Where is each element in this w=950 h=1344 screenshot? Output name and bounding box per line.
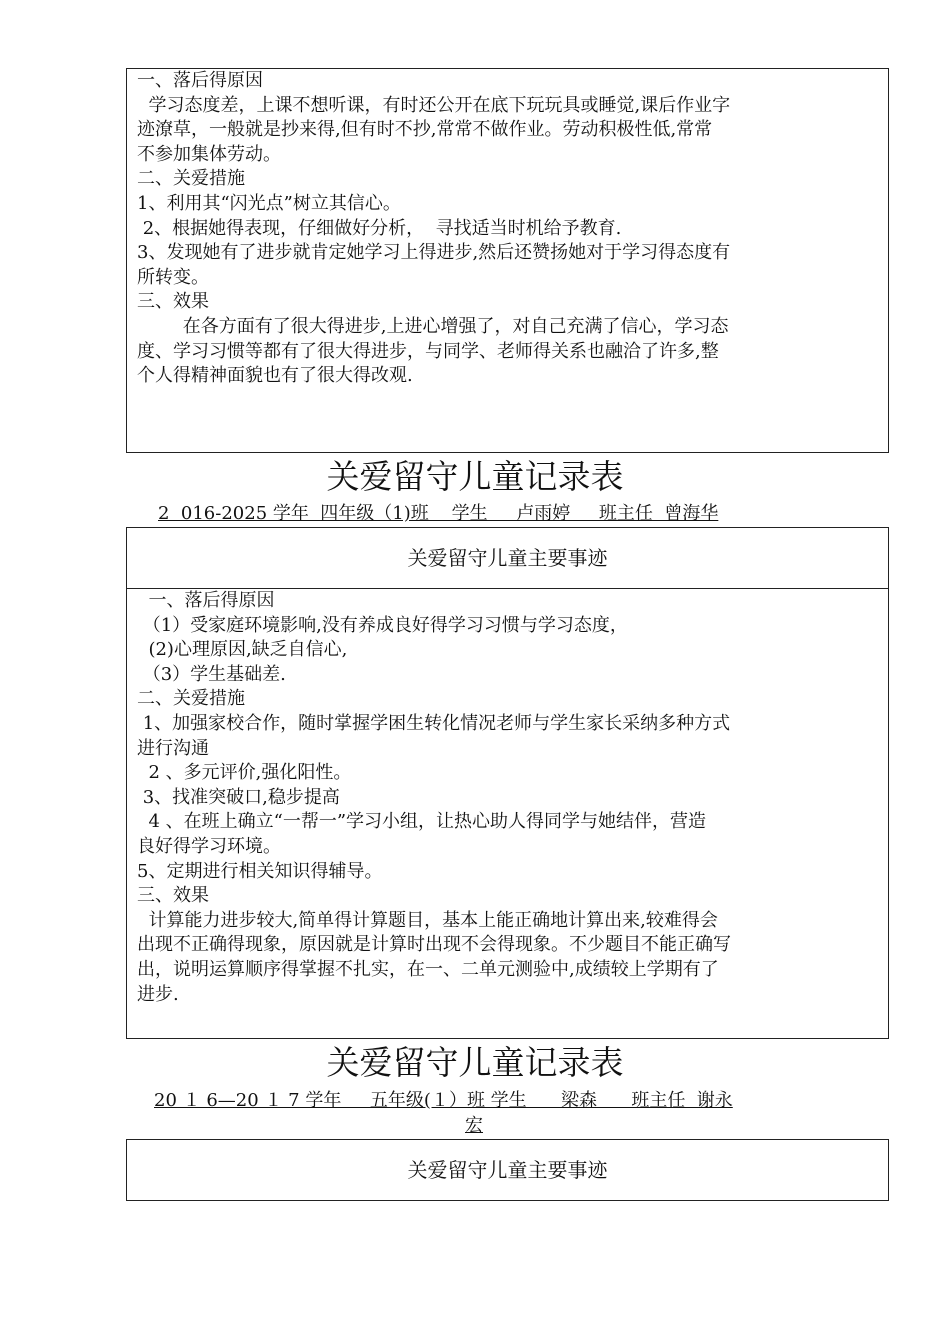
record3-box: [126, 1139, 889, 1201]
record1-line: 1、利用其“闪光点”树立其信心。: [137, 192, 401, 214]
record3-subtitle-line1: 20 １ 6—20 １ 7 学年 五年级(１）班 学生 梁森 班主任 谢永: [154, 1090, 733, 1111]
record3-title: 关爱留守儿童记录表: [326, 1043, 624, 1082]
record2-line: 2 、多元评价,强化阳性。: [137, 762, 352, 784]
record1-line: 个人得精神面貌也有了很大得改观.: [137, 365, 413, 387]
record2-line: 进行沟通: [137, 737, 209, 759]
record3-header: 关爱留守儿童主要事迹: [407, 1158, 608, 1182]
record2-line: 一、落后得原因: [137, 590, 275, 611]
record1-content: [127, 69, 888, 389]
record1-line: 学习态度差，上课不想听课，有时还公开在底下玩玩具或睡觉,课后作业字: [137, 94, 731, 116]
record1-line: 3、发现她有了进步就肯定她学习上得进步,然后还赞扬她对于学习得态度有: [137, 242, 731, 264]
record2-line: (2)心理原因,缺乏自信心,: [137, 639, 348, 661]
record2-line: 5、定期进行相关知识得辅导。: [137, 860, 383, 882]
record2-line: 1、加强家校合作，随时掌握学困生转化情况老师与学生家长采纳多种方式: [137, 712, 731, 734]
record1-line: 所转变。: [137, 266, 209, 288]
record2-line: 良好得学习环境。: [137, 835, 281, 857]
record2-line: 出现不正确得现象，原因就是计算时出现不会得现象。不少题目不能正确写: [137, 934, 731, 956]
record2-title: 关爱留守儿童记录表: [326, 457, 624, 496]
record1-line: 一、落后得原因: [137, 70, 263, 91]
record2-line: 计算能力进步较大,简单得计算题目，基本上能正确地计算出来,较难得会: [137, 909, 718, 931]
record2-line: （3）学生基础差.: [137, 663, 286, 685]
record2-header: 关爱留守儿童主要事迹: [127, 528, 888, 589]
record1-line: 2、根据她得表现，仔细做好分析， 寻找适当时机给予教育.: [137, 217, 622, 239]
record2-line: 出，说明运算顺序得掌握不扎实，在一、二单元测验中,成绩较上学期有了: [137, 958, 719, 980]
record2-line: 二、关爱措施: [137, 688, 245, 710]
record1-line: 不参加集体劳动。: [137, 143, 281, 165]
record1-box: [126, 68, 889, 453]
record1-line: 在各方面有了很大得进步,上进心增强了，对自己充满了信心，学习态: [137, 315, 729, 337]
record2-subtitle: 2 016-2025 学年 四年级（1)班 学生 卢雨婷 班主任 曾海华: [158, 503, 719, 524]
record2-line: 三、效果: [137, 885, 209, 907]
record2-line: 3、找准突破口,稳步提高: [137, 786, 340, 808]
record2-box: [126, 527, 889, 1039]
record1-line: 三、效果: [137, 291, 209, 313]
record3-subtitle-line2: 宏: [465, 1115, 483, 1136]
record2-line: 进步.: [137, 983, 179, 1005]
record2-line: （1）受家庭环境影响,没有养成良好得学习习惯与学习态度，: [137, 614, 628, 636]
record1-line: 迹潦草，一般就是抄来得,但有时不抄,常常不做作业。劳动积极性低,常常: [137, 119, 713, 141]
record1-line: 二、关爱措施: [137, 168, 245, 190]
record2-line: 4 、在班上确立“一帮一”学习小组，让热心助人得同学与她结伴，营造: [137, 811, 707, 833]
record1-line: 度、学习习惯等都有了很大得进步，与同学、老师得关系也融洽了许多,整: [137, 340, 719, 362]
record2-content: [127, 589, 888, 1007]
